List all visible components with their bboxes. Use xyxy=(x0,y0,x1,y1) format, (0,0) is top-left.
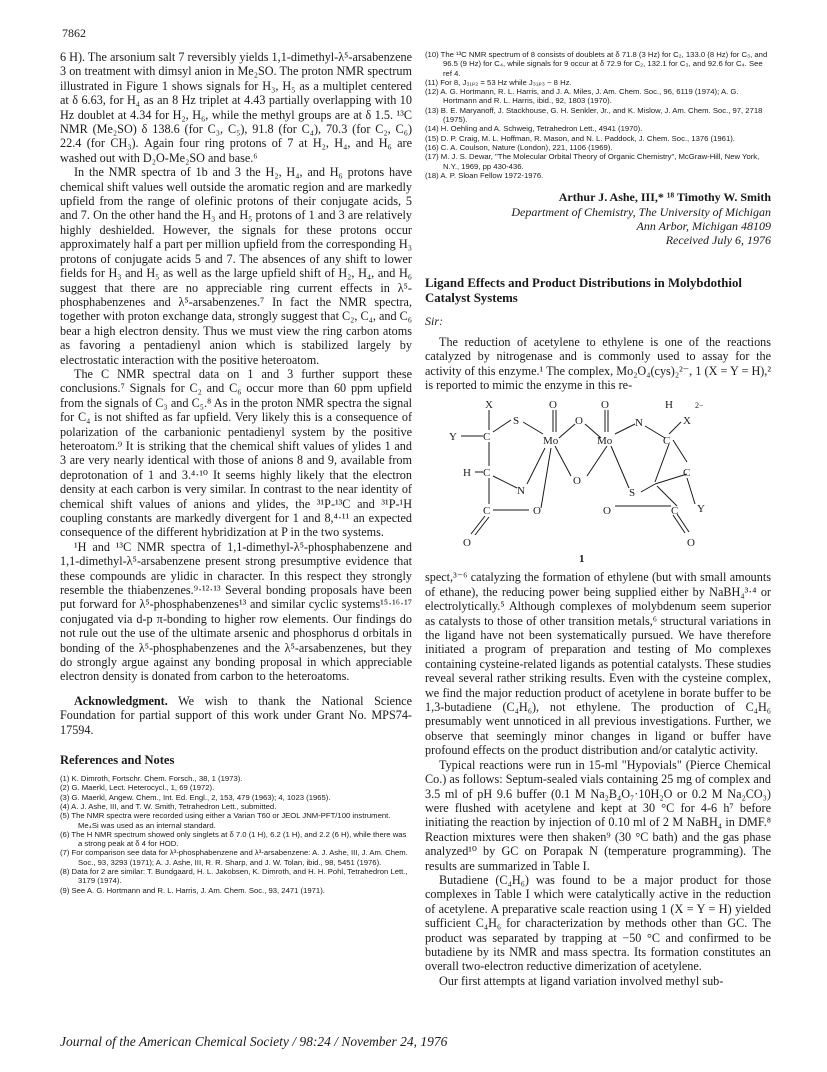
body-paragraph: ¹H and ¹³C NMR spectra of 1,1-dimethyl-λ⁵-phosphabenzene and 1,1-dimethyl-λ⁵-arsabenzene present strong presumptive evidence that these compounds are ylidic in character. In this respect they strongly resemble the thiabenzenes.⁹·¹²·¹³ Several bonding proposals have been put forward for λ⁵-phosphabenzenes¹³ and similar cyclic systems¹⁵·¹⁶·¹⁷ conjugated via d-p π-bonding to higher row elements. Our findings do not rule out the use of the ultimate arsenic and phosphorus d orbitals in bonding of the λ⁵-phosphabenzenes and the λ⁵-arsabenzenes, but they do strongly argue against any bonding proposal in which appreciable electron density is donated from carbon to the heteroatoms. xyxy=(60,539,412,684)
body-paragraph: spect,³⁻⁶ catalyzing the formation of ethylene (but with small amounts of ethane), the reducing power being supplied either by NaBH₄³·⁴ or electrolytically.⁵ Although complexes of molybdenum seem superior as catalysts to those of other transition metals,⁶ structural variations in the ligand have not been systematically pursued. We have therefore initiated a program of preparation and testing of Mo complexes containing cysteine-related ligands as potential catalysts. These studies reveal several rather striking results. Even with the cysteine complex, we find the major reduction product of acetylene in borate buffer to be 1,3-butadiene (C₄H₆), not ethylene. The production of C₄H₆ presumably went unnoticed in all previous investigations. Further, we observe that seemingly minor changes in ligand or buffer have profound effects on the product distribution and/or catalytic activity. xyxy=(425,570,771,758)
atom-label-o: O xyxy=(573,475,581,488)
reference-item: (7) For comparison see data for λ³-phosphabenzene and λ³-arsabenzene: A. J. Ashe, III, J. Am. Chem. Soc., 93, 3293 (1971); A. J. Ashe, III, R. R. Sharp, and J. W. Tolan, ibid., 98, 5451 (1976). xyxy=(60,848,408,867)
body-paragraph: Our first attempts at ligand variation involved methyl sub- xyxy=(439,973,724,988)
atom-label-o: O xyxy=(687,537,695,550)
atom-label-o: O xyxy=(603,505,611,518)
references-title: References and Notes xyxy=(60,753,175,768)
reference-item: (3) G. Maerkl, Angew. Chem., Int. Ed. Engl., 2, 153, 479 (1963); 4, 1023 (1965). xyxy=(60,792,331,802)
atom-label-c: C xyxy=(671,505,679,518)
atom-label-c: C xyxy=(663,435,671,448)
reference-item: (10) The ¹³C NMR spectrum of 8 consists of doublets at δ 71.8 (3 Hz) for C₂, 133.0 (8 Hz) for C₃, and 96.5 (9 Hz) for C₄, while signals for 9 occur at δ 72.9 for C₂, 132.1 for C₃, and 92.6 for C₄. See ref 4. xyxy=(425,50,768,78)
acknowledgment-label: Acknowledgment. xyxy=(74,693,168,708)
reference-item: (13) B. E. Maryanoff, J. Stackhouse, G. H. Senkler, Jr., and K. Mislow, J. Am. Chem. Soc., 97, 2718 (1975). xyxy=(425,105,763,125)
atom-label-y: Y xyxy=(697,503,705,516)
page-number: 7862 xyxy=(62,26,86,40)
atom-label-h: H xyxy=(463,467,471,480)
acknowledgment xyxy=(60,694,412,737)
article-title: Ligand Effects and Product Distributions in Molybdothiol Catalyst Systems xyxy=(425,275,742,305)
reference-item: (12) A. G. Hortmann, R. L. Harris, and J. A. Miles, J. Am. Chem. Soc., 96, 6119 (1974); A. G. Hortmann and R. L. Harris, ibid., 92, 1803 (1970). xyxy=(425,87,739,106)
atom-label-s: S xyxy=(629,487,636,500)
atom-label-o: O xyxy=(533,505,541,518)
atom-label-n: N xyxy=(517,485,525,498)
author-names: Arthur J. Ashe, III,* ¹⁸ Timothy W. Smith xyxy=(558,190,771,205)
atom-label-x: X xyxy=(485,399,493,412)
atom-label-o: O xyxy=(601,399,609,412)
author-signature xyxy=(425,190,771,248)
reference-item: (8) Data for 2 are similar: T. Bundgaard, H. L. Jakobsen, K. Dimroth, and H. H. Pohl, Tetrahedron Lett., 3179 (1974). xyxy=(60,867,408,886)
atom-label-o: O xyxy=(549,399,557,412)
reference-item: (5) The NMR spectra were recorded using either a Varian T60 or JEOL JNM-PFT/100 instrument. Me₄Si was used as an internal standard. xyxy=(60,811,391,830)
atom-label-n: N xyxy=(635,417,643,430)
reference-item: (2) G. Maerkl, Lect. Heterocycl., 1, 69 (1972). xyxy=(60,783,215,793)
atom-label-c: C xyxy=(683,467,691,480)
reference-item: (6) The H NMR spectrum showed only singlets at δ 7.0 (1 H), 6.2 (1 H), and 2.2 (6 H), while there was a strong peak at δ 4 for HOD. xyxy=(60,829,407,849)
body-paragraph: The C NMR spectral data on 1 and 3 further support these conclusions.⁷ Signals for C₂ and C₆ occur more than 60 ppm upfield from the signals of C₃ and C₅.⁸ As in the proton NMR spectra the signal for C₄ is not shifted as far upfield. Very likely this is a consequence of polarization of the carbanionic pentadienyl system by the positive heteroatom.⁹ It is striking that the chemical shift values of ylides 1 and 3 are very nearly identical with those of anions 8 and 9, available from deprotonation of 1 and 3.⁴·¹⁰ It seems highly likely that the electron density at each carbon is very similar. In contrast to the near identity of chemical shift values of anions and ylides, the ³¹P-¹³C and ³¹P-¹H coupling constants are markedly divergent for 1 and 8,⁴·¹¹ an expected consequence of the different hybridization at P in the two systems. xyxy=(60,366,412,540)
reference-item: (11) For 8, J₃₁ₚ₂ = 53 Hz while J₃₁ₚ₃ ~ 8 Hz. xyxy=(425,77,572,87)
atom-label-c: C xyxy=(483,505,491,518)
reference-item: (17) M. J. S. Dewar, "The Molecular Orbital Theory of Organic Chemistry", McGraw-Hill, New York, N.Y., 1969, pp 430-436. xyxy=(425,152,760,171)
atom-label-h: H xyxy=(665,399,673,412)
journal-footer: Journal of the American Chemical Society / 98:24 / November 24, 1976 xyxy=(60,1034,448,1049)
atom-label-mo: Mo xyxy=(597,435,613,448)
right-column xyxy=(425,50,771,988)
body-paragraph: 6 H). The arsonium salt 7 reversibly yields 1,1-dimethyl-λ⁵-arsabenzene 3 on treatment with dimsyl anion in Me₂SO. The proton NMR spectrum illustrated in Figure 1 shows signals for H₃, H₅ as a multiplet centered at δ 6.63, for H₄ as an 8 Hz triplet at 4.43 partially overlapping with 10 Hz doublet at 4.34 for H₂, H₆, while the methyl groups are at δ 1.5. ¹³C NMR (Me₂SO) δ 138.6 (for C₃, C₅), 91.8 (for C₄), 70.3 (for C₂, C₆) 22.4 (for CH₃). Again four ring protons of 7 at H₂, H₄, and H₆ are washed out with D₂O-Me₂SO and base.⁶ xyxy=(60,50,412,165)
atom-label-mo: Mo xyxy=(543,435,559,448)
author-city: Ann Arbor, Michigan 48109 xyxy=(636,218,771,233)
reference-item: (18) A. P. Sloan Fellow 1972-1976. xyxy=(425,170,544,180)
reference-item: (14) H. Oehling and A. Schweig, Tetrahedron Lett., 4941 (1970). xyxy=(425,124,643,134)
atom-label-c: C xyxy=(483,467,491,480)
reference-item: (1) K. Dimroth, Fortschr. Chem. Forsch., 38, 1 (1973). xyxy=(60,774,243,784)
references-list xyxy=(60,774,412,895)
received-date: Received July 6, 1976 xyxy=(665,233,771,248)
reference-item: (15) D. P. Craig, M. L. Hoffman, R. Mason, and N. L. Paddock, J. Chem. Soc., 1376 (1961). xyxy=(425,133,735,143)
references-list-continued xyxy=(425,50,771,180)
acknowledgment-text: We wish to thank the National Science Foundation for partial support of this work under Grant No. MPS74-17594. xyxy=(60,693,412,737)
atom-label-y: Y xyxy=(449,431,457,444)
atom-label-s: S xyxy=(513,415,520,428)
body-paragraph: Typical reactions were run in 15-ml "Hypovials" (Pierce Chemical Co.) as follows: Septum-sealed vials containing 25 mg of complex and 3.5 ml of pH 9.6 buffer (0.1 M Na₂B₄O₇·10H₂O or 0.2 M Na₂CO₃) were flushed with acetylene and kept at 30 °C for 4-6 h⁷ before initiating the reaction by injection of 0.10 ml of 2 M NaBH₄ in DMF.⁸ Reaction mixtures were then shaken⁹ (30 °C bath) and the gas phase analyzed¹⁰ by GC on Porapak N (temperature programming). The results are summarized in Table I. xyxy=(425,757,771,873)
atom-label-o: O xyxy=(463,537,471,550)
reference-item: (9) See A. G. Hortmann and R. L. Harris, J. Am. Chem. Soc., 93, 2471 (1971). xyxy=(60,885,325,895)
molybdenum-complex-structure xyxy=(425,396,771,568)
reference-item: (4) A. J. Ashe, III, and T. W. Smith, Tetrahedron Lett., submitted. xyxy=(60,801,277,811)
atom-label-x: X xyxy=(683,415,691,428)
reference-item: (16) C. A. Coulson, Nature (London), 221, 1106 (1969). xyxy=(425,142,613,152)
compound-number: 1 xyxy=(579,553,585,566)
author-department: Department of Chemistry, The University of Michigan xyxy=(511,204,771,219)
body-paragraph: Butadiene (C₄H₆) was found to be a major product for those complexes in Table I which were catalytically active in the reduction of acetylene. A preparative scale reaction using 1 (X = Y = H) yielded sufficient C₄H₆ for characterization by methods other than GC. The product was separated by trapping at −50 °C and confirmed to be butadiene by its NMR and mass spectra. Its formation constitutes an overall two-electron reductive dimerization of acetylene. xyxy=(425,872,771,974)
left-column xyxy=(60,50,412,895)
body-paragraph: In the NMR spectra of 1b and 3 the H₂, H₄, and H₆ protons have chemical shift values well outside the aromatic region and are markedly upfield from the range of olefinic protons of their conjugate acids, 5 and 7. On the other hand the H₃ and H₅ protons of 1 and 3 are relatively highly deshielded. However, the signals for these protons occur approximately half a part per million upfield from the corresponding H₃ protons of conjugate acids 5 and 7. The absences of any shift to lower fields for H₃ and H₅ as well as the large upfield shift of H₂, H₄, and H₆ suggest that there are no appreciable ring current effects in λ⁵-phosphabenzenes and λ⁵-arsabenzenes.⁷ In fact the NMR spectra, together with proton exchange data, strongly suggest that C₂, C₄, and C₆ bear a high electron density. Thus we must view the ring carbon atoms as favoring a pentadienyl anion which is stabilized largely by electrostatic interaction with the positive heteroatom. xyxy=(60,165,412,367)
charge-label: 2− xyxy=(695,401,704,411)
atom-label-o: O xyxy=(575,415,583,428)
body-paragraph: The reduction of acetylene to ethylene is one of the reactions catalyzed by nitrogenase and is commonly used to assay for the activity of this enzyme.¹ The complex, Mo₂O₄(cys)₂²⁻, 1 (X = Y = H),² is reported to mimic the enzyme in this re- xyxy=(425,334,771,392)
atom-label-c: C xyxy=(483,431,491,444)
salutation: Sir: xyxy=(425,313,443,328)
